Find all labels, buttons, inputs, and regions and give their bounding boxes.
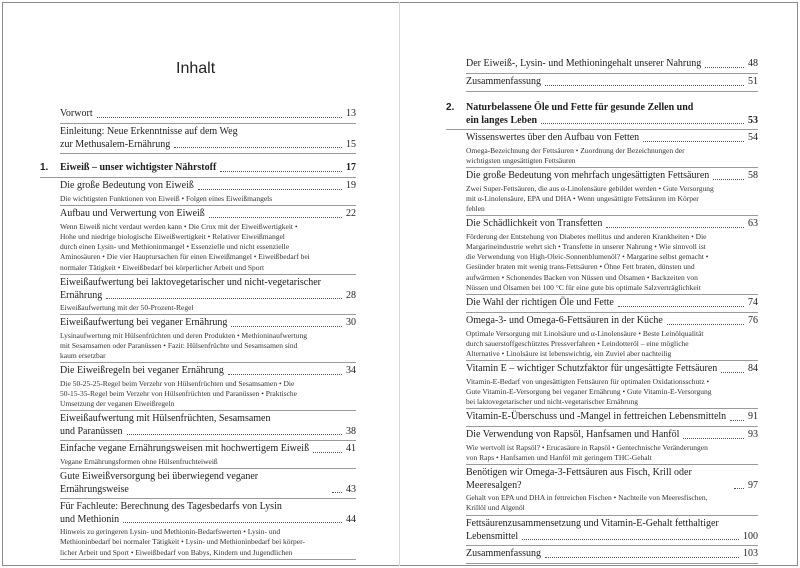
toc-entry-front[interactable]: [60, 108, 356, 121]
toc-entry-title: Eiweißaufwertung bei veganer Ernährung: [60, 317, 228, 328]
dot-leader: [606, 227, 744, 228]
page-number: 30: [346, 317, 356, 328]
toc-entry-title: Für Fachleute: Berechnung des Tagesbedarfs von Lysin: [60, 501, 282, 512]
toc-entry-subtopics: Umsetzung der veganen Eiweißregeln: [60, 399, 175, 409]
toc-entry[interactable]: [466, 315, 758, 358]
toc-entry-subtopics: Vegane Ernährungsformen ohne Hülsenfruchteiweiß: [60, 456, 218, 466]
entry-rule: [466, 464, 758, 465]
entry-rule: [60, 410, 356, 411]
toc-entry-subtopics: durch sauerstoffgeschütztes Pressverfahren • Leindotteröl – eine mögliche: [466, 338, 689, 348]
page-number: 53: [748, 114, 758, 126]
toc-entry-subtopics: Gesünder braten mit wenig trans-Fettsäuren • Öhne Fett braten, dünsten und: [466, 262, 695, 272]
toc-entry-title: Eiweiß – unser wichtigster Nährstoff: [60, 162, 217, 173]
dot-leader: [220, 171, 342, 172]
entry-rule: [446, 129, 758, 130]
dot-leader: [198, 189, 342, 190]
page-number: 43: [346, 483, 356, 495]
toc-entry-title: Die Verwendung von Rapsöl, Hanfsamen und Hanföl: [466, 429, 680, 440]
toc-entry-title: Vitamin E – wichtiger Schutzfaktor für ungesättigte Fettsäuren: [466, 363, 718, 374]
dot-leader: [332, 492, 342, 493]
chapter-2-heading[interactable]: [446, 102, 758, 127]
page-number: 38: [346, 425, 356, 437]
toc-entry-subtopics: Wie wertvoll ist Rapsöl? • Erucasäure in Rapsöl • Gentechnische Veränderungen: [466, 442, 708, 452]
entry-rule: [60, 498, 356, 499]
toc-entry-subtopics: Methioninbedarf bei normaler Tätigkeit • Lysin- und Methioninbedarf bei körper-: [60, 537, 305, 547]
page-number: 48: [748, 58, 758, 69]
toc-entry-title: Einleitung: Neue Erkenntnisse auf dem Weg: [60, 126, 238, 137]
entry-rule: [60, 559, 356, 560]
entry-rule: [60, 468, 356, 469]
toc-entry-subtopics: Krillöl und Algenöl: [466, 503, 525, 513]
toc-entry[interactable]: [466, 467, 758, 513]
toc-entry[interactable]: [466, 548, 758, 561]
toc-entry-title: Vitamin-E-Überschuss und -Mangel in fettreichen Lebensmitteln: [466, 411, 727, 422]
dot-leader: [545, 557, 739, 558]
dot-leader: [734, 488, 744, 489]
toc-entry-title: Die große Bedeutung von mehrfach ungesättigten Fettsäuren: [466, 170, 710, 181]
toc-entry-subtopics: Gute Vitamin-E-Versorgung bei veganer Ernährung • Gute Vitamin-E-Versorgung: [466, 386, 712, 396]
page-number: 13: [346, 108, 356, 119]
dot-leader: [228, 374, 342, 375]
entry-rule: [466, 360, 758, 361]
toc-entry-subtopics: mit α-Linolensäure, EPA und DHA • Wenn ungesättigte Fettsäuren im Körper: [466, 193, 699, 203]
toc-entry-title: Die Wahl der richtigen Öle und Fette: [466, 297, 614, 308]
toc-entry-subtopics: die Verwendung von High-Oleic-Sonnenblumenöl? • Margarine selbst gemacht •: [466, 252, 709, 262]
page-number: 84: [748, 363, 758, 374]
entry-rule: [60, 123, 356, 124]
toc-entry[interactable]: [466, 429, 758, 462]
toc-entry-title: Benötigen wir Omega-3-Fettsäuren aus Fisch, Krill oder Meeresalgen?: [466, 467, 692, 491]
toc-entry-subtopics: licher Arbeit und Sport • Eiweißbedarf von Babys, Kindern und Jugendlichen: [60, 547, 293, 557]
toc-entry[interactable]: [60, 471, 356, 496]
entry-rule: [466, 73, 758, 74]
dot-leader: [721, 372, 744, 373]
dot-leader: [618, 306, 744, 307]
entry-rule: [60, 314, 356, 315]
chapter-number: 1.: [40, 162, 49, 173]
toc-entry-subtopics: Die wichtigsten Funktionen von Eiweiß • Folgen eines Eiweißmangels: [60, 193, 273, 203]
chapter-number: 2.: [446, 102, 455, 113]
dot-leader: [127, 434, 343, 435]
toc-entry-title: Ernährung: [60, 289, 103, 301]
toc-entry[interactable]: [60, 277, 356, 312]
toc-entry-title: und Methionin: [60, 513, 120, 525]
toc-entry-subtopics: Omega-Bezeichnung der Fettsäuren • Zuordnung der Bezeichnungen der: [466, 145, 685, 155]
toc-entry[interactable]: [60, 317, 356, 360]
page-number: 22: [346, 208, 356, 219]
page-number: 17: [346, 162, 356, 173]
toc-entry-subtopics: Nüssen und Ölsamen bei 100 °C für eine gute bis optimale Salzverträglichkeit: [466, 282, 701, 292]
toc-entry-title: Der Eiweiß-, Lysin- und Methioningehalt unserer Nahrung: [466, 58, 702, 69]
page-number: 51: [748, 76, 758, 87]
entry-rule: [466, 515, 758, 516]
page-number: 97: [748, 479, 758, 491]
entry-rule: [466, 563, 758, 564]
page-number: 44: [346, 513, 356, 525]
toc-entry-subtopics: Förderung der Entstehung von Diabetes mellitus und anderen Krankheiten • Die: [466, 231, 707, 241]
page-number: 34: [346, 365, 356, 376]
toc-entry-title: Eiweißaufwertung bei laktovegetarischer und nicht-vegetarischer: [60, 277, 322, 288]
page-number: 28: [346, 289, 356, 301]
toc-entry-title: Die Eiweißregeln bei veganer Ernährung: [60, 365, 224, 376]
toc-entry-front[interactable]: [60, 126, 356, 151]
toc-entry-title: Die große Bedeutung von Eiweiß: [60, 180, 194, 191]
dot-leader: [705, 67, 744, 68]
toc-entry[interactable]: [466, 218, 758, 292]
toc-entry-subtopics: Aminosäuren • Die vier Hauptursachen für einen Eiweißmangel • Eiweißbedarf bei: [60, 252, 310, 262]
dot-leader: [545, 85, 744, 86]
toc-entry[interactable]: [60, 501, 356, 557]
toc-entry-title: ein langes Leben: [466, 114, 538, 126]
toc-entry-subtopics: Eiweißaufwertung mit der 50-Prozent-Regel: [60, 303, 194, 312]
toc-entry-title: Die Schädlichkeit von Transfetten: [466, 218, 603, 229]
dot-leader: [713, 179, 744, 180]
page-number: 100: [743, 530, 758, 542]
toc-entry-title: Lebensmittel: [466, 530, 519, 542]
toc-entry-title: Aufbau und Verwertung von Eiweiß: [60, 208, 205, 219]
toc-entry[interactable]: [466, 58, 758, 71]
page-number: 74: [748, 297, 758, 308]
toc-entry[interactable]: [466, 518, 758, 543]
toc-entry-subtopics: Wenn Eiweiß nicht verdaut werden kann • Die Crux mit der Eiweißwertigkeit •: [60, 221, 298, 231]
book-spine: [399, 2, 400, 566]
toc-entry-subtopics: Die 50-25-25-Regel beim Verzehr von Hülsenfrüchten und Sesamsamen • Die: [60, 378, 295, 388]
toc-entry-subtopics: wichtigsten ungesättigten Fettsäuren: [466, 155, 576, 165]
toc-entry-title: Zusammenfassung: [466, 76, 541, 87]
entry-rule: [40, 177, 356, 178]
dot-leader: [522, 539, 739, 540]
entry-rule: [466, 167, 758, 168]
dot-leader: [97, 117, 342, 118]
toc-entry-subtopics: aufwärmen • Schonendes Backen von Nüssen und Ölsamen • Backzeiten von: [466, 272, 698, 282]
page-number: 63: [748, 218, 758, 229]
page-number: 19: [346, 180, 356, 191]
dot-leader: [667, 324, 744, 325]
toc-entry[interactable]: [60, 365, 356, 408]
dot-leader: [541, 123, 744, 124]
toc-entry-title: Naturbelassene Öle und Fette für gesunde Zellen und: [466, 102, 694, 113]
entry-rule: [60, 153, 356, 154]
entry-rule: [466, 91, 758, 92]
page-number: 91: [748, 411, 758, 422]
entry-rule: [60, 440, 356, 441]
dot-leader: [730, 420, 744, 421]
toc-entry-subtopics: Hohe und niedrige biologische Eiweißwertigkeit • Relativer Eiweißmangel: [60, 231, 285, 241]
toc-entry-title: und Paranüssen: [60, 425, 123, 437]
dot-leader: [209, 217, 342, 218]
toc-entry[interactable]: [466, 132, 758, 165]
entry-rule: [466, 312, 758, 313]
page-number: 76: [748, 315, 758, 326]
entry-rule: [466, 294, 758, 295]
dot-leader: [643, 141, 744, 142]
toc-entry-subtopics: Hinweis zu geringeren Lysin- und Methionin-Bedarfswerten • Lysin- und: [60, 527, 281, 536]
toc-entry-title: Vorwort: [60, 108, 93, 119]
toc-entry-subtopics: 50-15-35-Regel beim Verzehr von Hülsenfrüchten und Paranüssen • Praktische: [60, 388, 298, 398]
toc-entry[interactable]: [60, 443, 356, 466]
toc-entry-subtopics: kaum ersetzbar: [60, 351, 106, 361]
toc-entry[interactable]: [466, 76, 758, 89]
entry-rule: [466, 545, 758, 546]
entry-rule: [60, 205, 356, 206]
entry-rule: [466, 215, 758, 216]
toc-entry-subtopics: mit Sesamsamen oder Paranüssen • Fazit: Hülsenfrüchte und Sesamsamen sind: [60, 340, 298, 350]
toc-entry[interactable]: [60, 413, 356, 438]
dot-leader: [123, 522, 342, 523]
toc-entry-subtopics: Gehalt von EPA und DHA in fettreichen Fischen • Nachteile von Meeresfischen,: [466, 493, 708, 502]
toc-entry-subtopics: Zwei Super-Fettsäuren, die aus α-Linolensäure gebildet werden • Gute Versorgung: [466, 183, 714, 193]
toc-entry-subtopics: Alternative • Linolsäure ist lebenswichtig, ein Zuviel aber nachteilig: [466, 349, 672, 359]
toc-entry-subtopics: von Raps • Hanfsamen und Hanföl mit geringem THC-Gehalt: [466, 452, 652, 462]
toc-entry-subtopics: Optimale Versorgung mit Linolsäure und α-Linolensäure • Beste Leinölqualität: [466, 328, 704, 338]
toc-entry-title: Einfache vegane Ernährungsweisen mit hochwertigem Eiweiß: [60, 443, 310, 454]
entry-rule: [466, 426, 758, 427]
toc-entry[interactable]: [60, 180, 356, 203]
toc-entry-title: Wissenswertes über den Aufbau von Fetten: [466, 132, 640, 143]
toc-entry-subtopics: normaler Tätigkeit • Eiweißbedarf bei körperlicher Arbeit und Sport: [60, 262, 265, 272]
toc-entry-subtopics: fehlen: [466, 204, 485, 214]
toc-entry-title: Gute Eiweißversorgung bei überwiegend veganer Ernährungsweise: [60, 471, 259, 495]
page-number: 103: [743, 548, 758, 559]
dot-leader: [313, 452, 342, 453]
toc-entry[interactable]: [466, 411, 758, 424]
toc-entry-subtopics: Margarineindustrie wehrt sich • Transfette in unserer Nahrung • Wie sinnvoll ist: [466, 241, 706, 251]
dot-leader: [174, 147, 342, 148]
toc-entry-title: Zusammenfassung: [466, 548, 541, 559]
entry-rule: [466, 408, 758, 409]
dot-leader: [106, 298, 342, 299]
toc-entry[interactable]: [466, 363, 758, 406]
toc-entry-subtopics: Vitamin-E-Bedarf von ungesättigten Fettsäuren für optimalen Oxidationsschutz •: [466, 376, 710, 386]
page-number: 54: [748, 132, 758, 143]
toc-entry[interactable]: [60, 208, 356, 272]
toc-entry-title: Eiweißaufwertung mit Hülsenfrüchten, Sesamsamen: [60, 413, 271, 424]
toc-entry-subtopics: bei laktovegetarischer und nicht-vegetarischer Ernährung: [466, 397, 639, 407]
toc-entry[interactable]: [466, 297, 758, 310]
page-number: 58: [748, 170, 758, 181]
toc-title: Inhalt: [176, 60, 216, 77]
entry-rule: [60, 274, 356, 275]
page-number: 15: [346, 138, 356, 150]
toc-entry-title: Omega-3- und Omega-6-Fettsäuren in der Küche: [466, 315, 663, 326]
dot-leader: [231, 326, 342, 327]
entry-rule: [60, 362, 356, 363]
toc-entry[interactable]: [466, 170, 758, 213]
toc-entry-title: Fettsäurenzusammensetzung und Vitamin-E-Gehalt fetthaltiger: [466, 518, 719, 529]
toc-entry-subtopics: Lysinaufwertung mit Hülsenfrüchten und deren Produkten • Methioninaufwertung: [60, 330, 307, 340]
page-number: 93: [748, 429, 758, 440]
chapter-1-heading[interactable]: [40, 162, 356, 175]
page-number: 41: [346, 443, 356, 454]
dot-leader: [683, 438, 744, 439]
toc-entry-title: zur Methusalem-Ernährung: [60, 138, 171, 150]
toc-entry-subtopics: durch einen Lysin- und Methioninmangel • Essenzielle und nicht essenzielle: [60, 242, 290, 252]
